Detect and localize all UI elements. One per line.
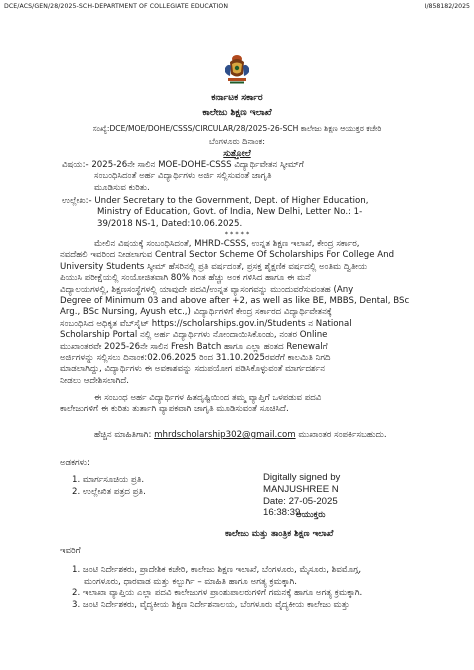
circular-title: ಸುತ್ತೋಲೆ — [223, 149, 251, 159]
section-separator-stars: * * * * * — [224, 230, 250, 238]
body-line: ಸಂಬಂಧಿಸಿದ ಅಧಿಕೃತ ವೆಬ್‌ಸೈಟ್ https://scholarships.gov.in/Students ನ National — [60, 318, 352, 329]
subject-line: ಸಂಬಂಧಿಸಿದಂತೆ ಅರ್ಹ ವಿದ್ಯಾರ್ಥಿಗಳು ಅರ್ಜಿ ಸಲ್ಲಿಸುವಂತೆ ಜಾಗೃತಿ — [94, 171, 272, 182]
body-line: ನೀಡಲು ಆದೇಶಿಸಲಾಗಿದೆ. — [60, 375, 130, 386]
copy-to-heading: ಇವರಿಗೆ — [60, 546, 81, 556]
copy-to-line: 1. ಜಂಟಿ ನಿರ್ದೇಶಕರು, ಪ್ರಾದೇಶಿಕ ಕಚೇರಿ, ಕಾಲೇಜು ಶಿಕ್ಷಣ ಇಲಾಖೆ, ಬೆಂಗಳೂರು, ಮೈಸೂರು, ಶಿವಮೊಗ್ಗ, — [72, 565, 362, 576]
copy-to-line: ಮಂಗಳೂರು, ಧಾರವಾಡ ಮತ್ತು ಕಲ್ಬುರ್ಗಿ – ಮಾಹಿತಿ ಹಾಗೂ ಅಗತ್ಯ ಕ್ರಮಕ್ಕಾಗಿ. — [84, 576, 297, 587]
body-line: University Students ಸ್ಕೀಮ್ ಹೆಸರಿನಲ್ಲಿ ಪ್ರತಿ ವರ್ಷದಂತೆ, ಪ್ರಸಕ್ತ ಶೈಕ್ಷಣಿಕ ವರ್ಷದಲ್ಲಿ ಅಂತಿಮ ದ್ವಿತೀಯ — [60, 261, 368, 272]
place-and-date: ಬೆಂಗಳೂರು ದಿನಾಂಕ: — [209, 136, 265, 146]
contact-paragraph — [94, 430, 387, 441]
body-line: ಪಿಯುಸಿ ಪರೀಕ್ಷೆಯಲ್ಲಿ ಸಂಯೋಜಿತವಾಗಿ 80% ಗಿಂತ ಹೆಚ್ಚು ಅಂಕ ಗಳಿಸಿದ ಹಾಗೂ ಈ ಮನೆ — [60, 273, 311, 284]
karnataka-state-emblem-icon — [222, 52, 252, 86]
enclosures-heading: ಅಡಕಗಳು: — [60, 458, 90, 468]
signatory-department: ಕಾಲೇಜು ಮತ್ತು ತಾಂತ್ರಿಕ ಶಿಕ್ಷಣ ಇಲಾಖೆ — [225, 529, 334, 539]
reference-block — [62, 196, 368, 230]
reference-line: ಉಲ್ಲೇಖ:- Under Secretary to the Government, Dept. of Higher Education, — [62, 196, 369, 206]
awareness-line: ಈ ಸಂಬಂಧ ಅರ್ಹ ವಿದ್ಯಾರ್ಥಿಗಳ ಹಿತದೃಷ್ಟಿಯಿಂದ ತಮ್ಮ ವ್ಯಾಪ್ತಿಗೆ ಒಳಪಡುವ ಪದವಿ — [94, 393, 322, 403]
subject-line: ವಿಷಯ:- 2025-26ನೇ ಸಾಲಿನ MOE-DOHE-CSSS ವಿದ್ಯಾರ್ಥಿವೇತನ ಸ್ಕೀಮ್‌ಗೆ — [62, 160, 304, 170]
body-line: ವಿದ್ಯಾಲಯಗಳಲ್ಲಿ, ಶಿಕ್ಷಣಸಂಸ್ಥೆಗಳಲ್ಲಿ ಯಾವುದೇ ಪದವಿ/ಉನ್ನತ ವ್ಯಾಸಂಗವನ್ನು ಮುಂದುವರೆಸುವಂತಹ (Any — [60, 284, 354, 295]
body-line: ನವದೆಹಲಿ ಇವರಿಂದ ನೀಡಲಾಗುವ Central Sector Scheme Of Scholarships For College And — [60, 250, 395, 261]
awareness-line: ಕಾಲೇಜುಗಳಿಗೆ ಈ ಕುರಿತು ತುರ್ತಾಗಿ ವ್ಯಾಪಕವಾಗಿ ಜಾಗೃತಿ ಮೂಡಿಸುವಂತೆ ಸೂಚಿಸಿದೆ. — [60, 404, 289, 415]
body-paragraph — [60, 239, 409, 387]
reference-line: 39/2018 NS-1, Dated:10.06.2025. — [97, 218, 243, 229]
reference-line: Ministry of Education, Govt. of India, New Delhi, Letter No.: 1- — [97, 207, 363, 218]
digital-signature-line: Digitally signed by — [263, 472, 341, 483]
body-line: ಮಾಡಲಾಗಿದ್ದು, ವಿದ್ಯಾರ್ಥಿಗಳು ಈ ಅವಕಾಶವನ್ನು ಸದುಪಯೋಗ ಪಡಿಸಿಕೊಳ್ಳುವಂತೆ ಮಾರ್ಗದರ್ಶನ — [60, 364, 325, 375]
subject-line: ಮೂಡಿಸುವ ಕುರಿತು. — [94, 182, 150, 193]
digital-signature-line: 16:38:39 — [263, 507, 301, 519]
government-name: ಕರ್ನಾಟಕ ಸರ್ಕಾರ — [211, 93, 263, 103]
department-name: ಕಾಲೇಜು ಶಿಕ್ಷಣ ಇಲಾಖೆ — [202, 108, 272, 118]
body-line: ಮೇಲಿನ ವಿಷಯಕ್ಕೆ ಸಂಬಂಧಿಸಿದಂತೆ, MHRD-CSSS, ಉನ್ನತ ಶಿಕ್ಷಣ ಇಲಾಖೆ, ಕೇಂದ್ರ ಸರ್ಕಾರ, — [94, 239, 360, 249]
body-line: ಮುಖಾಂತರವೇ 2025-26ನೇ ಸಾಲಿನ Fresh Batch ಹಾಗೂ ಎಲ್ಲಾ ಹಂತದ Renewalಗೆ — [60, 341, 328, 352]
enclosures-block — [60, 458, 146, 498]
copy-to-line: 2. ಇಲಾಖಾ ವ್ಯಾಪ್ತಿಯ ಎಲ್ಲಾ ಪದವಿ ಕಾಲೇಜುಗಳ ಪ್ರಾಂಶುಪಾಲರುಗಳಿಗೆ ಗಮನಕ್ಕೆ ಹಾಗೂ ಅಗತ್ಯ ಕ್ರಮಕ್ಕಾಗಿ. — [72, 588, 363, 599]
awareness-paragraph — [60, 393, 321, 416]
body-line: Arg., BSc Nursing, Ayush etc.,) ವಿದ್ಯಾರ್ಥಿಗಳಿಗೆ ಕೇಂದ್ರ ಸರ್ಕಾರದ ವಿದ್ಯಾರ್ಥಿವೇತನಕ್ಕೆ — [60, 307, 332, 318]
document-reference-header: DCE/ACS/GEN/28/2025-SCH-DEPARTMENT OF COLLEGIATE EDUCATION — [4, 3, 229, 10]
contact-suffix: ಮುಖಾಂತರ ಸಂಪರ್ಕಿಸಬಹುದು. — [295, 430, 387, 440]
copy-to-line: 3. ಜಂಟಿ ನಿರ್ದೇಶಕರು, ವೈದ್ಯಕೀಯ ಶಿಕ್ಷಣ ನಿರ್ದೇಶನಾಲಯ, ಬೆಂಗಳೂರು ವೈದ್ಯಕೀಯ ಕಾಲೇಜು ಮತ್ತು — [72, 599, 350, 610]
signatory-title: ಆಯುಕ್ತರು — [296, 510, 326, 520]
subject-block — [62, 160, 304, 194]
contact-email-link[interactable]: mhrdscholarship302@gmail.com — [154, 430, 296, 440]
digital-signature-line: MANJUSHREE N — [263, 483, 339, 495]
circular-number: ಸಂಖ್ಯೆ:DCE/MOE/DOHE/CSSS/CIRCULAR/28/2025-26-SCH ಕಾಲೇಜು ಶಿಕ್ಷಣ ಆಯುಕ್ತರ ಕಚೇರಿ — [92, 124, 382, 133]
digital-signature-line: Date: 27-05-2025 — [263, 495, 338, 507]
body-line: ಅರ್ಜಿಗಳನ್ನು ಸಲ್ಲಿಸಲು ದಿನಾಂಕ:02.06.2025 ರಿಂದ 31.10.2025ರವರೆಗೆ ಕಾಲಮಿತಿ ನಿಗದಿ — [60, 353, 331, 364]
body-line: Degree of Minimum 03 and above after +2, as well as like BE, MBBS, Dental, BSc — [60, 296, 410, 307]
document-number-header: I/858182/2025 — [424, 3, 470, 10]
body-line: Scholarship Portal ನಲ್ಲಿ ಅರ್ಹ ವಿದ್ಯಾರ್ಥಿಗಳು ನೋಂದಾಯಿಸಿಕೊಂಡು, ನಂತರ Online — [60, 330, 328, 341]
copy-to-block — [60, 546, 362, 611]
enclosure-item: 2. ಉಲ್ಲೇಖಿತ ಪತ್ರದ ಪ್ರತಿ. — [72, 486, 146, 497]
enclosure-item: 1. ಮಾರ್ಗಸೂಚಿಯ ಪ್ರತಿ. — [72, 475, 145, 486]
contact-prefix: ಹೆಚ್ಚಿನ ಮಾಹಿತಿಗಾಗಿ: — [94, 430, 155, 440]
